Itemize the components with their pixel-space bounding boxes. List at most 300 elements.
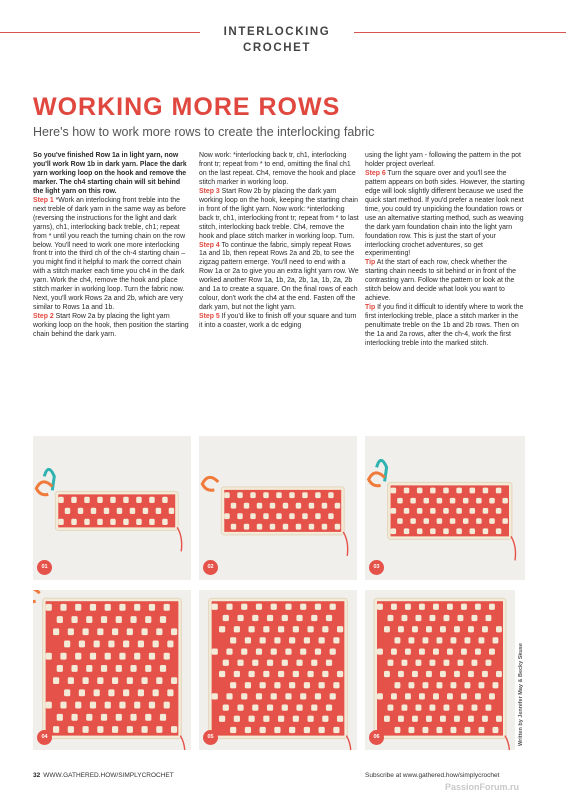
light-stitch [402,660,408,666]
light-stitch [463,518,469,524]
light-stitch [71,714,77,721]
author-credit-text: Written by Jennifer May & Becky Skuse [518,643,524,746]
light-stitch [219,671,225,677]
step-2-label: Step 2 [33,313,54,321]
light-stitch [138,689,144,696]
light-stitch [489,498,495,504]
light-stitch [167,689,173,696]
light-stitch [377,693,383,699]
intro-paragraph: So you've finished Row 1a in light yarn, now you'll work Row 1b in dark yarn. Place the dark yarn working loop on the hook and remove the marker. The ch4 starting chain will sit behind the light yarn on this row. [33,152,187,195]
light-stitch [311,615,317,621]
swatch-body [377,601,503,735]
light-stitch [482,716,488,722]
light-stitch [468,716,474,722]
light-stitch [384,716,390,722]
text-column-2 [199,152,359,331]
light-stitch [223,660,229,666]
yarn-tail [505,736,510,750]
light-stitch [86,616,92,623]
crochet-swatch-image [365,590,515,750]
light-stitch [153,641,159,648]
light-stitch [164,604,170,611]
light-stitch [326,615,332,621]
step-6-text: Turn the square over and you'll see the pattern appears on both sides. However, the starting edge will look slightly different because we used the quick start method. If you'd prefer a neater look next time, you could try unpicking the foundation rows or use an alternative starting method, such as weaving the dark yarn foundation chain into the light yarn foundation row. This is just the start of your interlocking crochet adventures, so get experimenting! [365,169,525,258]
light-stitch [263,716,269,722]
light-stitch [419,604,425,610]
light-stitch [423,727,429,733]
light-stitch [250,492,255,498]
light-stitch [319,682,325,688]
swatch-body [46,601,179,735]
light-stitch [101,714,107,721]
light-stitch [101,616,107,623]
light-stitch [53,726,59,733]
light-stitch [289,727,295,733]
light-stitch [433,604,439,610]
light-stitch [451,637,457,643]
light-stitch [117,508,122,514]
step-photo-06 [365,590,515,750]
step-1-label: Step 1 [33,196,54,204]
light-stitch [153,689,159,696]
light-stitch [398,671,404,677]
light-stitch [458,615,464,621]
section-title: INTERLOCKING CROCHET [223,26,331,54]
light-stitch [300,693,306,699]
light-stitch [53,628,59,635]
light-stitch [465,637,471,643]
step-1-text: *Work an interlocking front treble into the next treble of dark yarn in the same way as before (reversing the instructions for the light and dark yarns), ch1, interlocking back treble, ch1; repeat from * until you reach the turning chain on the row below. You'll need to work one more interlocking front tr into the third ch of the ch-4 starting chain – you might find it helpful to mark the correct chain with a stitch marker each time you ch4 in the dark yarn. Work the ch4, remove the hook and place stitch marker in working loop. Turn the fabric now. Next, you'll work Rows 2a and 2b, which are very similar to Rows 1a and 1b. [33,196,186,312]
light-stitch [391,648,397,654]
light-stitch [127,726,133,733]
light-stitch [450,518,456,524]
light-stitch [68,628,74,635]
photo-number-badge: 03 [369,560,384,575]
light-stitch [502,498,508,504]
light-stitch [296,524,301,530]
light-stitch [412,716,418,722]
yarn-tail [180,736,185,750]
light-stitch [410,518,416,524]
light-stitch [234,626,240,632]
light-stitch [333,727,339,733]
step-3 [199,188,359,242]
light-stitch [409,727,415,733]
light-stitch [90,653,96,660]
light-stitch [212,604,218,610]
light-stitch [134,604,140,611]
light-stitch [443,488,449,494]
light-stitch [94,689,100,696]
swatch-body [212,601,345,735]
light-stitch [322,671,328,677]
light-stitch [237,492,242,498]
light-stitch [162,497,167,503]
step-photo-04 [33,590,191,750]
light-stitch [71,497,76,503]
light-stitch [230,682,236,688]
light-stitch [311,660,317,666]
light-stitch [391,604,397,610]
light-stitch [322,716,328,722]
light-stitch [123,641,129,648]
light-stitch [149,653,155,660]
light-stitch [296,660,302,666]
light-stitch [130,665,136,672]
light-stitch [278,626,284,632]
light-stitch [252,615,258,621]
light-stitch [123,519,128,525]
light-stitch [440,626,446,632]
light-stitch [224,513,229,519]
light-stitch [456,488,462,494]
light-stitch [112,677,118,684]
light-stitch [489,693,495,699]
light-stitch [322,524,327,530]
page-subtitle: Here's how to work more rows to create the interlocking fabric [33,125,375,139]
light-stitch [112,628,118,635]
light-stitch [307,626,313,632]
light-stitch [156,628,162,635]
light-stitch [302,492,307,498]
light-stitch [333,682,339,688]
light-stitch [333,637,339,643]
light-stitch [405,604,411,610]
light-stitch [282,704,288,710]
light-stitch [430,488,436,494]
light-stitch [274,727,280,733]
light-stitch [141,726,147,733]
light-stitch [270,503,275,509]
light-stitch [101,665,107,672]
light-stitch [304,637,310,643]
light-stitch [405,693,411,699]
light-stitch [84,519,89,525]
light-stitch [289,637,295,643]
light-stitch [274,682,280,688]
light-stitch [447,693,453,699]
light-stitch [486,660,492,666]
light-stitch [108,689,114,696]
light-stitch [226,604,232,610]
light-stitch [330,693,336,699]
step-4 [199,242,359,314]
light-stitch [454,626,460,632]
light-stitch [402,615,408,621]
light-stitch [426,671,432,677]
light-stitch [447,604,453,610]
light-stitch [116,616,122,623]
light-stitch [404,488,410,494]
light-stitch [71,665,77,672]
light-stitch [256,648,262,654]
light-stitch [123,497,128,503]
light-stitch [465,682,471,688]
text-column-3 [365,152,525,349]
light-stitch [223,704,229,710]
light-stitch [64,641,70,648]
light-stitch [230,637,236,643]
light-stitch [391,508,397,514]
light-stitch [249,671,255,677]
light-stitch [440,671,446,677]
light-stitch [337,626,343,632]
light-stitch [412,626,418,632]
header-rule-right [354,32,566,33]
light-stitch [46,653,52,660]
light-stitch [493,637,499,643]
crochet-swatch-image [33,590,191,750]
light-stitch [410,498,416,504]
light-stitch [83,628,89,635]
stitch-marker-orange [202,477,218,490]
light-stitch [479,682,485,688]
light-stitch [437,498,443,504]
light-stitch [267,615,273,621]
tip-1-label: Tip [365,259,376,267]
light-stitch [94,641,100,648]
light-stitch [496,626,502,632]
light-stitch [326,660,332,666]
light-stitch [171,677,177,684]
light-stitch [388,615,394,621]
light-stitch [136,497,141,503]
light-stitch [283,524,288,530]
light-stitch [391,488,397,494]
step-2 [33,313,191,340]
light-stitch [486,704,492,710]
light-stitch [395,682,401,688]
light-stitch [423,637,429,643]
step-5-text: If you'd like to finish off your square and turn it into a coaster, work a dc edging [199,313,357,330]
light-stitch [171,628,177,635]
light-stitch [110,519,115,525]
light-stitch [417,488,423,494]
light-stitch [231,524,236,530]
light-stitch [270,524,275,530]
light-stitch [458,660,464,666]
light-stitch [502,518,508,524]
light-stitch [156,677,162,684]
light-stitch [319,637,325,643]
step-5-continued: using the light yarn - following the pattern in the pot holder project overleaf. [365,152,521,168]
light-stitch [112,726,118,733]
light-stitch [315,648,321,654]
stitch-marker-teal [44,469,54,490]
light-stitch [241,604,247,610]
light-stitch [437,637,443,643]
light-stitch [450,498,456,504]
light-stitch [267,660,273,666]
light-stitch [423,518,429,524]
light-stitch [296,615,302,621]
light-stitch [71,616,77,623]
light-stitch [384,671,390,677]
light-stitch [417,528,423,534]
light-stitch [141,628,147,635]
light-stitch [231,503,236,509]
light-stitch [304,727,310,733]
light-stitch [58,519,63,525]
light-stitch [276,513,281,519]
light-stitch [234,671,240,677]
light-stitch [377,648,383,654]
light-stitch [384,626,390,632]
light-stitch [58,497,63,503]
light-stitch [293,671,299,677]
step-3-label: Step 3 [199,187,220,195]
light-stitch [433,693,439,699]
light-stitch [57,665,63,672]
light-stitch [476,518,482,524]
light-stitch [167,641,173,648]
light-stitch [483,488,489,494]
light-stitch [296,503,301,509]
light-stitch [83,677,89,684]
tip-2-text: If you find it difficult to identify where to work the first interlocking treble, place a stitch marker in the penultimate treble on the 1b and 2b rows. Then on the 1a and 2a rows, after the ch-4, work the first interlocking treble into the marked stitch. [365,304,524,348]
light-stitch [311,704,317,710]
light-stitch [443,528,449,534]
light-stitch [476,498,482,504]
light-stitch [119,604,125,611]
tip-1 [365,259,525,304]
light-stitch [64,689,70,696]
crochet-swatch-image [365,436,525,580]
light-stitch [430,528,436,534]
light-stitch [127,628,133,635]
light-stitch [149,604,155,611]
light-stitch [398,626,404,632]
light-stitch [234,716,240,722]
light-stitch [496,488,502,494]
light-stitch [426,626,432,632]
light-stitch [391,528,397,534]
light-stitch [57,616,63,623]
page-number: 32 [33,772,41,779]
light-stitch [456,528,462,534]
stitch-marker-orange [369,473,385,486]
light-stitch [86,665,92,672]
light-stitch [285,648,291,654]
light-stitch [461,648,467,654]
light-stitch [470,508,476,514]
light-stitch [443,508,449,514]
light-stitch [116,665,122,672]
light-stitch [78,508,83,514]
light-stitch [68,677,74,684]
light-stitch [419,648,425,654]
light-stitch [451,727,457,733]
light-stitch [212,693,218,699]
step-5 [199,313,359,331]
light-stitch [90,702,96,709]
section-header [0,24,566,54]
light-stitch [470,528,476,534]
light-stitch [289,682,295,688]
light-stitch [244,503,249,509]
light-stitch [164,702,170,709]
light-stitch [143,508,148,514]
light-stitch [328,513,333,519]
light-stitch [335,524,340,530]
light-stitch [241,693,247,699]
light-stitch [423,498,429,504]
light-stitch [97,497,102,503]
light-stitch [388,660,394,666]
light-stitch [337,716,343,722]
yarn-tail [511,536,516,560]
photo-number-badge: 06 [369,730,384,745]
light-stitch [263,513,268,519]
light-stitch [430,660,436,666]
light-stitch [416,704,422,710]
light-stitch [388,704,394,710]
light-stitch [271,693,277,699]
light-stitch [493,682,499,688]
light-stitch [458,704,464,710]
light-stitch [479,727,485,733]
light-stitch [237,660,243,666]
step-6 [365,170,525,260]
light-stitch [46,702,52,709]
step-3-text: Start Row 2b by placing the dark yarn working loop on the hook, keeping the starting chain in front of the light yarn. Now work: *interlocking back tr, ch1, interlocking front tr; repeat from * to last stitch, interlocking back treble. Ch4, remove the hook and place stitch marker in working loop. Turn. [199,187,359,240]
page-title: WORKING MORE ROWS [33,93,341,121]
light-stitch [430,704,436,710]
light-stitch [479,637,485,643]
crochet-swatch-image [199,436,357,580]
step-4-text: To continue the fabric, simply repeat Rows 1a and 1b, then repeat Rows 2a and 2b, to see the zigzag pattern emerge. You'll need to end with a Row 1a or 2a to give you an extra light yarn row. We worked another Row 1a, 1b, 2a, 2b, 1a, 1b, 2a, 2b and 1a to create a square. On the final rows of each colour, don't work the ch4 at the end. Fasten off the dark yarn, but not the light yarn. [199,241,359,312]
light-stitch [75,702,81,709]
light-stitch [134,653,140,660]
light-stitch [219,716,225,722]
light-stitch [395,727,401,733]
light-stitch [437,727,443,733]
light-stitch [444,704,450,710]
light-stitch [461,604,467,610]
light-stitch [156,508,161,514]
light-stitch [75,604,81,611]
light-stitch [141,677,147,684]
light-stitch [472,615,478,621]
light-stitch [244,524,249,530]
light-stitch [412,671,418,677]
light-stitch [127,677,133,684]
light-stitch [315,492,320,498]
light-stitch [482,626,488,632]
light-stitch [493,727,499,733]
light-stitch [156,726,162,733]
light-stitch [263,492,268,498]
light-stitch [309,524,314,530]
step-5-label: Step 5 [199,313,220,321]
light-stitch [468,626,474,632]
light-stitch [119,653,125,660]
light-stitch [260,637,266,643]
light-stitch [440,716,446,722]
light-stitch [149,497,154,503]
light-stitch [160,714,166,721]
light-stitch [149,702,155,709]
light-stitch [97,726,103,733]
light-stitch [322,626,328,632]
light-stitch [326,704,332,710]
light-stitch [278,716,284,722]
light-stitch [123,689,129,696]
light-stitch [237,704,243,710]
step-6-label: Step 6 [365,169,386,177]
tip-2 [365,304,525,349]
light-stitch [149,519,154,525]
